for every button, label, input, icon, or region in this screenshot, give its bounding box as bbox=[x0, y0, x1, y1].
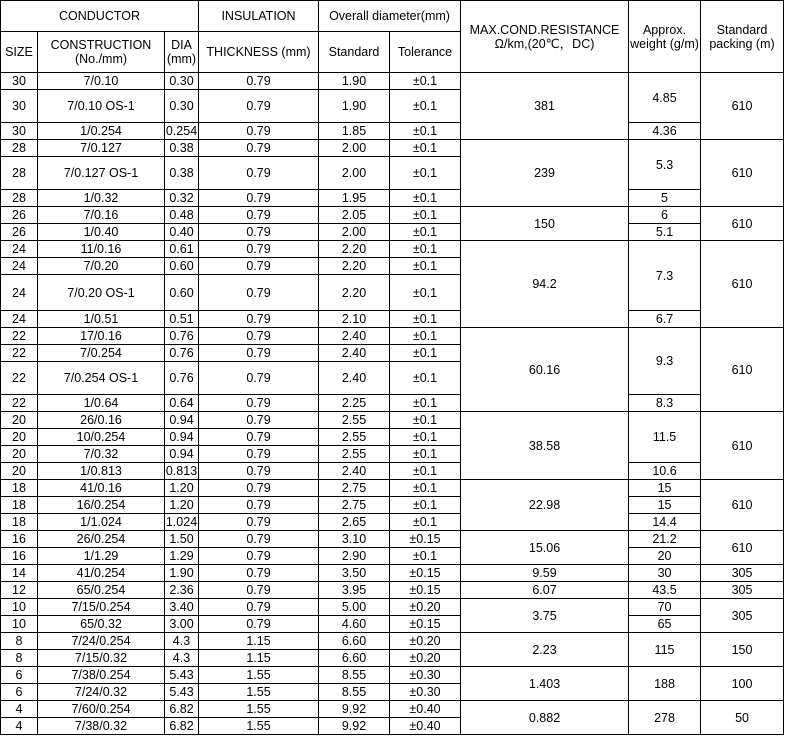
cell-construction: 26/0.16 bbox=[38, 412, 165, 429]
table-row bbox=[1, 328, 784, 345]
table-row bbox=[1, 241, 784, 258]
cell-standard: 2.55 bbox=[319, 446, 390, 463]
cell-size: 22 bbox=[1, 345, 38, 362]
cell-size: 4 bbox=[1, 701, 38, 718]
cell-dia: 2.36 bbox=[165, 582, 199, 599]
header-thickness: THICKNESS (mm) bbox=[199, 32, 319, 73]
cell-thickness: 0.79 bbox=[199, 582, 319, 599]
table-row bbox=[1, 395, 784, 412]
cell-size: 10 bbox=[1, 616, 38, 633]
cell-dia: 0.254 bbox=[165, 124, 198, 138]
cell-size: 18 bbox=[1, 514, 38, 531]
cell-standard: 5.00 bbox=[319, 599, 390, 616]
cell-size: 28 bbox=[1, 190, 38, 207]
table-row bbox=[1, 497, 784, 514]
cell-size: 8 bbox=[1, 650, 38, 667]
cell-packing: 610 bbox=[701, 531, 784, 565]
cell-construction: 7/0.254 bbox=[38, 345, 165, 362]
cell-packing: 610 bbox=[701, 73, 784, 140]
cell-standard: 2.40 bbox=[319, 362, 390, 395]
cell-tolerance: ±0.1 bbox=[390, 123, 461, 140]
cell-tolerance: ±0.40 bbox=[390, 718, 461, 735]
cell-weight: 14.4 bbox=[629, 514, 701, 531]
cell-resistance: 381 bbox=[461, 73, 629, 140]
cell-construction: 1/0.254 bbox=[38, 123, 165, 140]
cell-standard: 1.90 bbox=[319, 90, 390, 123]
cell-thickness: 1.55 bbox=[199, 718, 319, 735]
cell-size: 22 bbox=[1, 395, 38, 412]
cell-weight: 4.36 bbox=[629, 123, 701, 140]
cell-construction: 7/0.16 bbox=[38, 207, 165, 224]
cell-thickness: 0.79 bbox=[199, 599, 319, 616]
cell-tolerance: ±0.1 bbox=[390, 311, 461, 328]
cell-size: 26 bbox=[1, 224, 38, 241]
cell-construction: 65/0.32 bbox=[38, 616, 165, 633]
cell-standard: 2.40 bbox=[319, 463, 390, 480]
cell-construction: 7/24/0.254 bbox=[38, 633, 165, 650]
cell-standard: 2.20 bbox=[319, 275, 390, 311]
cell-dia: 5.43 bbox=[165, 684, 199, 701]
table-row bbox=[1, 207, 784, 224]
cell-resistance: 2.23 bbox=[461, 633, 629, 667]
cell-standard: 2.00 bbox=[319, 140, 390, 157]
cell-tolerance: ±0.15 bbox=[390, 531, 461, 548]
cell-size: 22 bbox=[1, 328, 38, 345]
table-row bbox=[1, 463, 784, 480]
cell-construction: 1/0.32 bbox=[38, 190, 165, 207]
cell-dia: 3.00 bbox=[165, 616, 199, 633]
cell-standard: 2.00 bbox=[319, 157, 390, 190]
cell-standard: 2.75 bbox=[319, 480, 390, 497]
cell-thickness: 0.79 bbox=[199, 345, 319, 362]
cell-weight: 30 bbox=[629, 565, 701, 582]
cell-size: 24 bbox=[1, 241, 38, 258]
cell-tolerance: ±0.1 bbox=[390, 480, 461, 497]
cell-thickness: 0.79 bbox=[199, 207, 319, 224]
cell-tolerance: ±0.40 bbox=[390, 701, 461, 718]
cell-tolerance: ±0.30 bbox=[390, 667, 461, 684]
cell-size: 24 bbox=[1, 258, 38, 275]
cell-thickness: 0.79 bbox=[199, 157, 319, 190]
cell-tolerance: ±0.1 bbox=[390, 412, 461, 429]
cell-standard: 1.95 bbox=[319, 190, 390, 207]
cell-thickness: 0.79 bbox=[199, 446, 319, 463]
cell-thickness: 1.55 bbox=[199, 667, 319, 684]
cell-dia: 0.61 bbox=[165, 241, 199, 258]
cell-dia: 0.60 bbox=[165, 258, 199, 275]
cell-resistance: 60.16 bbox=[461, 328, 629, 412]
table-row bbox=[1, 633, 784, 650]
cell-tolerance: ±0.1 bbox=[390, 275, 461, 311]
table-row bbox=[1, 667, 784, 684]
cell-construction: 11/0.16 bbox=[38, 241, 165, 258]
cell-standard: 2.20 bbox=[319, 241, 390, 258]
cell-size: 20 bbox=[1, 429, 38, 446]
cell-standard: 2.05 bbox=[319, 207, 390, 224]
cell-dia: 0.30 bbox=[165, 73, 199, 90]
cell-size: 30 bbox=[1, 123, 38, 140]
cell-thickness: 0.79 bbox=[199, 123, 319, 140]
cell-standard: 8.55 bbox=[319, 684, 390, 701]
table-row bbox=[1, 514, 784, 531]
cell-thickness: 0.79 bbox=[199, 73, 319, 90]
cell-construction: 1/0.51 bbox=[38, 311, 165, 328]
header-weight: Approx. weight (g/m) bbox=[629, 1, 701, 73]
cell-weight: 6.7 bbox=[629, 311, 701, 328]
cell-packing: 150 bbox=[701, 633, 784, 667]
cell-construction: 41/0.254 bbox=[38, 565, 165, 582]
cell-dia: 1.50 bbox=[165, 531, 199, 548]
cell-standard: 2.55 bbox=[319, 429, 390, 446]
cell-standard: 1.90 bbox=[319, 73, 390, 90]
cell-thickness: 0.79 bbox=[199, 463, 319, 480]
cell-size: 30 bbox=[1, 73, 38, 90]
cell-size: 16 bbox=[1, 548, 38, 565]
header-construction: CONSTRUCTION (No./mm) bbox=[38, 32, 165, 73]
cell-packing: 610 bbox=[701, 412, 784, 480]
table-row bbox=[1, 480, 784, 497]
header-insulation: INSULATION bbox=[199, 1, 319, 32]
cell-size: 20 bbox=[1, 412, 38, 429]
cell-construction: 16/0.254 bbox=[38, 497, 165, 514]
cell-dia: 0.40 bbox=[165, 224, 199, 241]
cell-dia: 6.82 bbox=[165, 701, 199, 718]
cell-size: 28 bbox=[1, 157, 38, 190]
cell-packing: 100 bbox=[701, 667, 784, 701]
cell-standard: 2.40 bbox=[319, 345, 390, 362]
cell-size: 8 bbox=[1, 633, 38, 650]
cell-tolerance: ±0.1 bbox=[390, 90, 461, 123]
cell-dia: 3.40 bbox=[165, 599, 199, 616]
cell-construction: 7/0.20 OS-1 bbox=[38, 275, 165, 311]
table-row bbox=[1, 599, 784, 616]
cell-resistance: 9.59 bbox=[461, 565, 629, 582]
cell-size: 28 bbox=[1, 140, 38, 157]
cell-resistance: 94.2 bbox=[461, 241, 629, 328]
cell-standard: 2.00 bbox=[319, 224, 390, 241]
cell-size: 14 bbox=[1, 565, 38, 582]
cell-weight: 70 bbox=[629, 599, 701, 616]
cell-thickness: 0.79 bbox=[199, 258, 319, 275]
cell-resistance: 150 bbox=[461, 207, 629, 241]
cell-dia: 0.76 bbox=[165, 345, 199, 362]
cell-tolerance: ±0.15 bbox=[390, 616, 461, 633]
cell-tolerance: ±0.20 bbox=[390, 633, 461, 650]
cell-standard: 6.60 bbox=[319, 650, 390, 667]
cell-tolerance: ±0.15 bbox=[390, 565, 461, 582]
cell-packing: 50 bbox=[701, 701, 784, 735]
table-row bbox=[1, 582, 784, 599]
cell-tolerance: ±0.30 bbox=[390, 684, 461, 701]
cell-standard: 1.85 bbox=[319, 123, 390, 140]
cell-dia: 0.32 bbox=[165, 190, 199, 207]
cell-size: 12 bbox=[1, 582, 38, 599]
cell-weight: 9.3 bbox=[629, 328, 701, 395]
table-row bbox=[1, 140, 784, 157]
cell-resistance: 1.403 bbox=[461, 667, 629, 701]
cell-dia: 4.3 bbox=[165, 633, 199, 650]
cell-packing: 610 bbox=[701, 480, 784, 531]
cell-standard: 9.92 bbox=[319, 701, 390, 718]
cell-tolerance: ±0.1 bbox=[390, 224, 461, 241]
cell-standard: 2.90 bbox=[319, 548, 390, 565]
cell-thickness: 0.79 bbox=[199, 565, 319, 582]
cell-tolerance: ±0.1 bbox=[390, 429, 461, 446]
cell-resistance: 0.882 bbox=[461, 701, 629, 735]
cell-resistance: 38.58 bbox=[461, 412, 629, 480]
cell-resistance: 3.75 bbox=[461, 599, 629, 633]
cell-standard: 2.25 bbox=[319, 395, 390, 412]
cell-thickness: 1.55 bbox=[199, 684, 319, 701]
cell-packing: 610 bbox=[701, 328, 784, 412]
cell-standard: 6.60 bbox=[319, 633, 390, 650]
cell-dia: 0.38 bbox=[165, 157, 199, 190]
cell-construction: 1/0.64 bbox=[38, 395, 165, 412]
cell-thickness: 0.79 bbox=[199, 224, 319, 241]
cell-tolerance: ±0.1 bbox=[390, 190, 461, 207]
cell-standard: 2.75 bbox=[319, 497, 390, 514]
cell-resistance: 239 bbox=[461, 140, 629, 207]
cell-standard: 3.50 bbox=[319, 565, 390, 582]
table-row bbox=[1, 701, 784, 718]
cell-thickness: 1.15 bbox=[199, 633, 319, 650]
cell-thickness: 0.79 bbox=[199, 328, 319, 345]
header-overall-diameter: Overall diameter(mm) bbox=[319, 1, 461, 32]
table-row bbox=[1, 311, 784, 328]
cell-dia: 0.76 bbox=[165, 328, 199, 345]
cell-tolerance: ±0.1 bbox=[390, 362, 461, 395]
cell-construction: 1/0.40 bbox=[38, 224, 165, 241]
cell-construction: 1/0.813 bbox=[38, 463, 165, 480]
cell-thickness: 0.79 bbox=[199, 429, 319, 446]
cell-tolerance: ±0.20 bbox=[390, 650, 461, 667]
cell-packing: 305 bbox=[701, 582, 784, 599]
cell-packing: 610 bbox=[701, 140, 784, 207]
cell-size: 10 bbox=[1, 599, 38, 616]
table-row bbox=[1, 73, 784, 90]
cell-tolerance: ±0.1 bbox=[390, 395, 461, 412]
cell-thickness: 0.79 bbox=[199, 275, 319, 311]
cell-size: 30 bbox=[1, 90, 38, 123]
cell-dia: 0.94 bbox=[165, 446, 199, 463]
cell-construction: 7/24/0.32 bbox=[38, 684, 165, 701]
cell-weight: 15 bbox=[629, 480, 701, 497]
cell-construction: 17/0.16 bbox=[38, 328, 165, 345]
cell-dia: 0.94 bbox=[165, 412, 199, 429]
cell-packing: 305 bbox=[701, 599, 784, 633]
cell-resistance: 6.07 bbox=[461, 582, 629, 599]
cell-construction: 10/0.254 bbox=[38, 429, 165, 446]
cell-tolerance: ±0.1 bbox=[390, 497, 461, 514]
cell-thickness: 0.79 bbox=[199, 395, 319, 412]
cell-dia: 5.43 bbox=[165, 667, 199, 684]
cell-weight: 5.1 bbox=[629, 224, 701, 241]
cell-dia: 0.76 bbox=[165, 362, 199, 395]
cell-tolerance: ±0.1 bbox=[390, 463, 461, 480]
table-row bbox=[1, 565, 784, 582]
cell-size: 4 bbox=[1, 718, 38, 735]
cell-size: 24 bbox=[1, 275, 38, 311]
cell-thickness: 1.15 bbox=[199, 650, 319, 667]
cell-weight: 10.6 bbox=[629, 463, 701, 480]
cell-size: 20 bbox=[1, 463, 38, 480]
cell-standard: 3.95 bbox=[319, 582, 390, 599]
cell-construction: 1/1.29 bbox=[38, 548, 165, 565]
cell-thickness: 0.79 bbox=[199, 616, 319, 633]
cell-thickness: 0.79 bbox=[199, 412, 319, 429]
cell-standard: 2.55 bbox=[319, 412, 390, 429]
cell-size: 24 bbox=[1, 311, 38, 328]
cell-size: 18 bbox=[1, 497, 38, 514]
cell-dia: 6.82 bbox=[165, 718, 199, 735]
cell-packing: 610 bbox=[701, 207, 784, 241]
cell-construction: 7/15/0.32 bbox=[38, 650, 165, 667]
cell-thickness: 0.79 bbox=[199, 362, 319, 395]
header-packing: Standard packing (m) bbox=[701, 1, 784, 73]
cell-size: 18 bbox=[1, 480, 38, 497]
cell-thickness: 0.79 bbox=[199, 497, 319, 514]
cell-dia: 0.813 bbox=[165, 464, 198, 478]
cell-thickness: 0.79 bbox=[199, 140, 319, 157]
cell-standard: 8.55 bbox=[319, 667, 390, 684]
cell-dia: 1.29 bbox=[165, 548, 199, 565]
table-row bbox=[1, 548, 784, 565]
cell-weight: 65 bbox=[629, 616, 701, 633]
cell-packing: 305 bbox=[701, 565, 784, 582]
cell-dia: 0.60 bbox=[165, 275, 199, 311]
cell-tolerance: ±0.1 bbox=[390, 157, 461, 190]
cell-resistance: 15.06 bbox=[461, 531, 629, 565]
cell-construction: 7/0.10 OS-1 bbox=[38, 90, 165, 123]
cell-weight: 43.5 bbox=[629, 582, 701, 599]
cell-resistance: 22.98 bbox=[461, 480, 629, 531]
cell-construction: 7/0.127 bbox=[38, 140, 165, 157]
cell-thickness: 0.79 bbox=[199, 531, 319, 548]
table-row bbox=[1, 224, 784, 241]
table-row bbox=[1, 531, 784, 548]
cell-dia: 0.64 bbox=[165, 395, 199, 412]
cell-tolerance: ±0.1 bbox=[390, 140, 461, 157]
cell-weight: 4.85 bbox=[629, 73, 701, 123]
cell-weight: 7.3 bbox=[629, 241, 701, 311]
header-size: SIZE bbox=[1, 32, 38, 73]
cell-thickness: 0.79 bbox=[199, 480, 319, 497]
cell-dia: 1.024 bbox=[165, 515, 198, 529]
cell-tolerance: ±0.1 bbox=[390, 345, 461, 362]
cell-weight: 20 bbox=[629, 548, 701, 565]
cell-construction: 7/0.32 bbox=[38, 446, 165, 463]
cell-tolerance: ±0.1 bbox=[390, 328, 461, 345]
cell-dia: 0.51 bbox=[165, 311, 199, 328]
header-tolerance: Tolerance bbox=[390, 32, 461, 73]
header-dia: DIA (mm) bbox=[165, 32, 199, 73]
cell-dia: 1.20 bbox=[165, 480, 199, 497]
cell-thickness: 0.79 bbox=[199, 190, 319, 207]
cell-weight: 15 bbox=[629, 497, 701, 514]
cell-size: 6 bbox=[1, 684, 38, 701]
cell-construction: 7/0.127 OS-1 bbox=[38, 157, 165, 190]
cell-construction: 7/0.20 bbox=[38, 258, 165, 275]
header-standard: Standard bbox=[319, 32, 390, 73]
cell-weight: 278 bbox=[629, 701, 701, 735]
cell-construction: 7/38/0.32 bbox=[38, 718, 165, 735]
cell-construction: 41/0.16 bbox=[38, 480, 165, 497]
cell-weight: 6 bbox=[629, 207, 701, 224]
cell-size: 20 bbox=[1, 446, 38, 463]
cell-weight: 11.5 bbox=[629, 412, 701, 463]
cell-weight: 5.3 bbox=[629, 140, 701, 190]
cell-weight: 5 bbox=[629, 190, 701, 207]
cell-weight: 188 bbox=[629, 667, 701, 701]
cell-size: 16 bbox=[1, 531, 38, 548]
cell-dia: 0.48 bbox=[165, 207, 199, 224]
cell-dia: 0.38 bbox=[165, 140, 199, 157]
cell-construction: 7/60/0.254 bbox=[38, 701, 165, 718]
cell-tolerance: ±0.1 bbox=[390, 241, 461, 258]
cell-construction: 7/0.254 OS-1 bbox=[38, 362, 165, 395]
cell-dia: 4.3 bbox=[165, 650, 199, 667]
cell-tolerance: ±0.1 bbox=[390, 258, 461, 275]
cell-packing: 610 bbox=[701, 241, 784, 328]
cell-tolerance: ±0.1 bbox=[390, 514, 461, 531]
table-row bbox=[1, 123, 784, 140]
cell-thickness: 0.79 bbox=[199, 90, 319, 123]
cell-size: 6 bbox=[1, 667, 38, 684]
table-row bbox=[1, 616, 784, 633]
cell-thickness: 0.79 bbox=[199, 514, 319, 531]
cell-standard: 2.65 bbox=[319, 514, 390, 531]
cell-size: 22 bbox=[1, 362, 38, 395]
cell-thickness: 1.55 bbox=[199, 701, 319, 718]
cell-tolerance: ±0.1 bbox=[390, 207, 461, 224]
table-row bbox=[1, 190, 784, 207]
cell-weight: 8.3 bbox=[629, 395, 701, 412]
cell-size: 26 bbox=[1, 207, 38, 224]
cell-construction: 26/0.254 bbox=[38, 531, 165, 548]
cell-tolerance: ±0.15 bbox=[390, 582, 461, 599]
cell-standard: 2.20 bbox=[319, 258, 390, 275]
cell-construction: 1/1.024 bbox=[38, 514, 165, 531]
cell-thickness: 0.79 bbox=[199, 548, 319, 565]
cell-dia: 0.30 bbox=[165, 90, 199, 123]
cell-standard: 2.40 bbox=[319, 328, 390, 345]
header-resistance: MAX.COND.RESISTANCE Ω/km,(20℃，DC) bbox=[461, 1, 629, 73]
header-conductor: CONDUCTOR bbox=[1, 1, 199, 32]
cell-standard: 3.10 bbox=[319, 531, 390, 548]
cell-construction: 7/38/0.254 bbox=[38, 667, 165, 684]
cell-dia: 1.90 bbox=[165, 565, 199, 582]
cell-construction: 65/0.254 bbox=[38, 582, 165, 599]
cell-tolerance: ±0.1 bbox=[390, 73, 461, 90]
cell-dia: 1.20 bbox=[165, 497, 199, 514]
cell-construction: 7/0.10 bbox=[38, 73, 165, 90]
cell-thickness: 0.79 bbox=[199, 311, 319, 328]
cell-standard: 2.10 bbox=[319, 311, 390, 328]
table-row bbox=[1, 412, 784, 429]
cell-dia: 0.94 bbox=[165, 429, 199, 446]
cell-construction: 7/15/0.254 bbox=[38, 599, 165, 616]
cell-standard: 4.60 bbox=[319, 616, 390, 633]
cell-weight: 21.2 bbox=[629, 531, 701, 548]
cell-tolerance: ±0.1 bbox=[390, 446, 461, 463]
cell-standard: 9.92 bbox=[319, 718, 390, 735]
cell-weight: 115 bbox=[629, 633, 701, 667]
cell-tolerance: ±0.20 bbox=[390, 599, 461, 616]
cell-tolerance: ±0.1 bbox=[390, 548, 461, 565]
cell-thickness: 0.79 bbox=[199, 241, 319, 258]
